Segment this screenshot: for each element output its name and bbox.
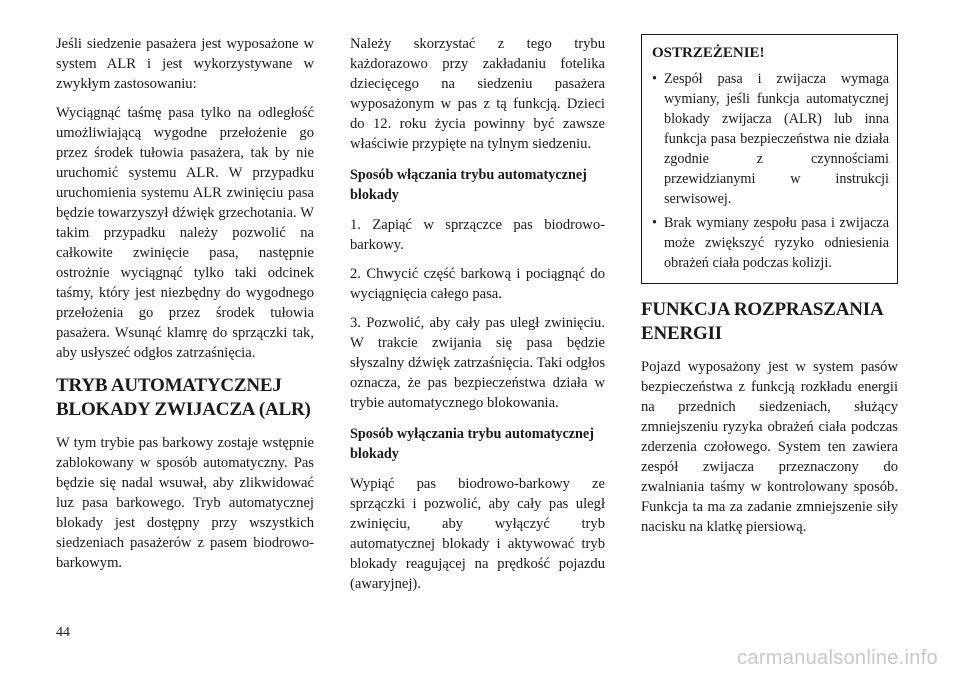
warning-list: [652, 69, 889, 273]
bullet-icon: •: [652, 215, 657, 231]
warning-item-text: Zespół pasa i zwijacza wymaga wymiany, jeśli funkcja automatycznej blokady zwijacza (ALR) lub inna funkcja pasa bezpieczeństwa nie działa zgodnie z czynnościami przewidzianymi w instrukcji serwisowej.: [664, 71, 889, 207]
disable-alr-instructions: Wypiąć pas biodrowo-barkowy ze sprzączki i pozwolić, aby cały pas uległ zwinięciu, aby wyłączyć tryb automatycznej blokady i aktywować tryb blokady reagującej na prędkość pojazdu (awaryjnej).: [350, 476, 605, 592]
column-right: [641, 34, 898, 546]
page-number: 44: [56, 625, 70, 640]
alr-section-heading: TRYB AUTOMATYCZNEJ BLOKADY ZWIJACZA (ALR): [56, 375, 311, 420]
warning-box: [641, 34, 898, 284]
enable-alr-subheading: Sposób włączania trybu automatycznej blokady: [350, 167, 587, 203]
alr-description: W tym trybie pas barkowy zostaje wstępnie zablokowany w sposób automatyczny. Pas będzie się nadal wsuwał, aby zlikwidować luz pasa barkowego. Tryb automatycznej blokady jest dostępny przy wszystkich siedzeniach pasażerów z pasem biodrowo-barkowym.: [56, 435, 314, 571]
alr-usage-instructions: Wyciągnąć taśmę pasa tylko na odległość umożliwiającą wygodne przełożenie go przez środek tułowia pasażera, tak by nie uruchomić systemu ALR. W przypadku uruchomienia systemu ALR zwinięciu pasa będzie towarzyszył dźwięk grzechotania. W takim przypadku należy pozwolić na całkowite zwinięcie pasa, następnie ostrożnie wyciągnąć tylko taki odcinek taśmy, który jest niezbędny do wygodnego przełożenia go przez środek tułowia pasażera. Wsunąć klamrę do sprzączki tak, aby usłyszeć odgłos zatrzaśnięcia.: [56, 105, 314, 361]
warning-title: OSTRZEŻENIE!: [652, 45, 765, 61]
warning-item-text: Brak wymiany zespołu pasa i zwijacza może zwiększyć ryzyko odniesienia obrażeń ciała podczas kolizji.: [664, 215, 889, 271]
alr-usage-intro: Jeśli siedzenie pasażera jest wyposażone w system ALR i jest wykorzystywane w zwykłym zastosowaniu:: [56, 36, 314, 92]
enable-step-2: 2. Chwycić część barkową i pociągnąć do wyciągnięcia całego pasa.: [350, 266, 605, 302]
warning-item: [652, 213, 889, 273]
energy-description: Pojazd wyposażony jest w system pasów bezpieczeństwa z funkcją rozkładu energii na przednich siedzeniach, służący zmniejszeniu ryzyka obrażeń ciała podczas zderzenia czołowego. System ten zawiera zespół zwijacza przeznaczony do zwalniania taśmy w kontrolowany sposób. Funkcja ta ma za zadanie zmniejszenie siły nacisku na klatkę piersiową.: [641, 359, 898, 535]
alr-child-seat-note: Należy skorzystać z tego trybu każdorazowo przy zakładaniu fotelika dziecięcego na siedzeniu pasażera wyposażonym w pas z tą funkcją. Dzieci do 12. roku życia powinny być zawsze właściwie przypięte na tylnym siedzeniu.: [350, 36, 605, 152]
enable-step-3: 3. Pozwolić, aby cały pas uległ zwinięciu. W trakcie zwijania się pasa będzie słyszalny dźwięk zatrzaśnięcia. Taki odgłos oznacza, że pas bezpieczeństwa działa w trybie automatycznego blokowania.: [350, 315, 605, 411]
enable-step-1: 1. Zapiąć w sprzączce pas biodrowo-barkowy.: [350, 217, 605, 253]
column-middle: [350, 34, 605, 603]
warning-item: [652, 69, 889, 209]
column-left: [56, 34, 314, 582]
energy-section-heading: FUNKCJA ROZPRASZANIA ENERGII: [641, 299, 883, 344]
bullet-icon: •: [652, 71, 657, 87]
watermark: carmanualsonline.info: [737, 647, 938, 669]
disable-alr-subheading: Sposób wyłączania trybu automatycznej blokady: [350, 426, 594, 462]
